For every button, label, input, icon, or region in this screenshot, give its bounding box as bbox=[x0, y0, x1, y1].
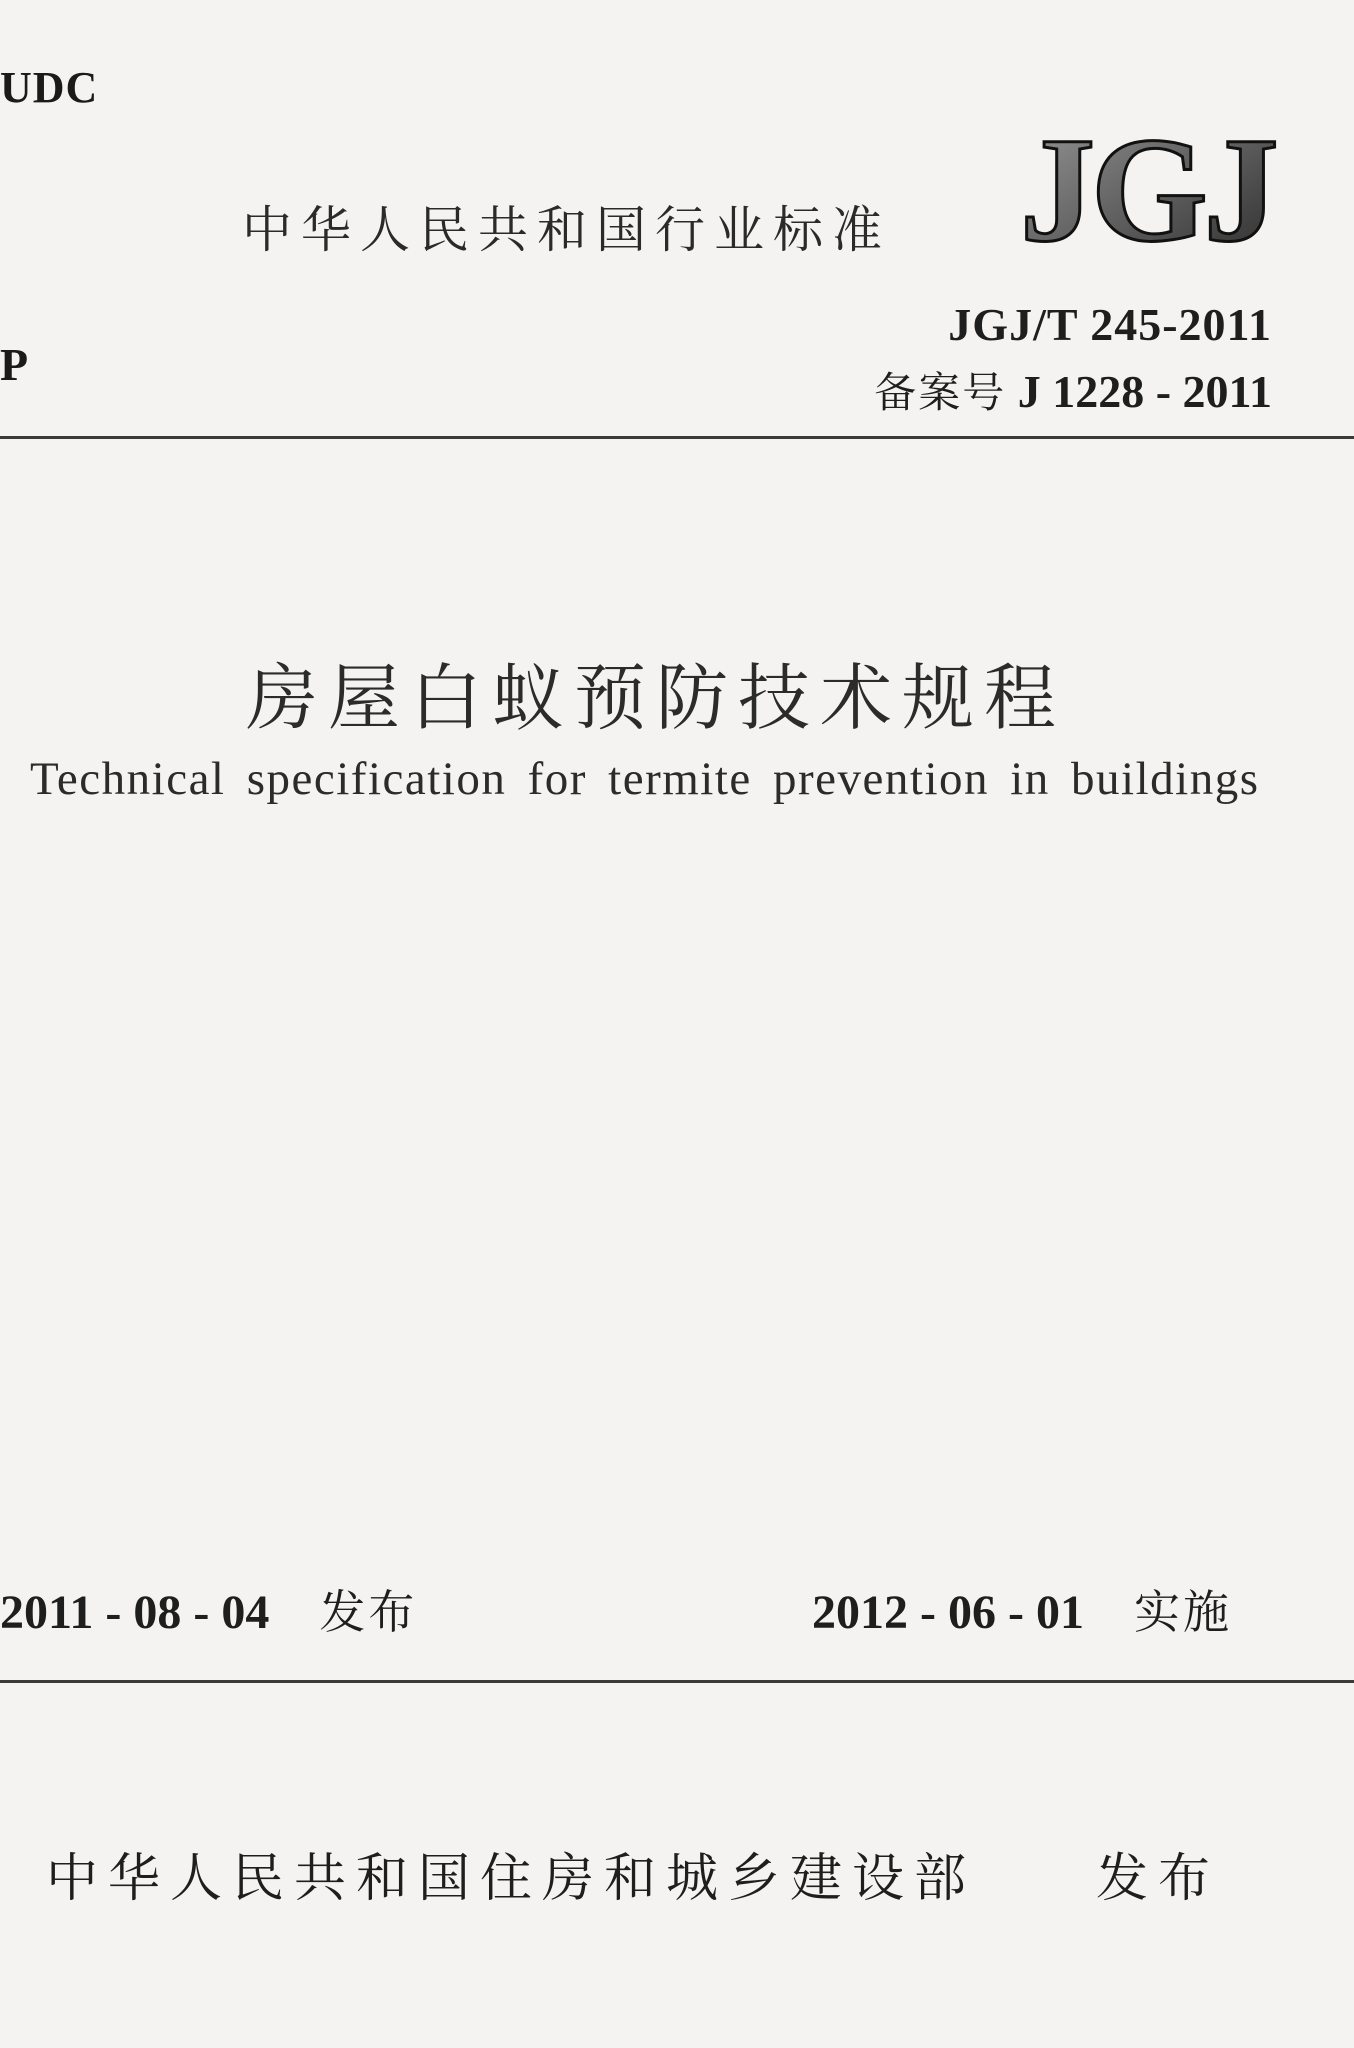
publisher-action: 发布 bbox=[1096, 1849, 1221, 1909]
standard-number: JGJ/T 245-2011 bbox=[948, 299, 1272, 350]
title-english: Technical specification for termite prevention in buildings bbox=[30, 753, 1260, 805]
jgj-logo bbox=[1010, 120, 1280, 260]
effective-date: 2012 - 06 - 01 bbox=[812, 1586, 1084, 1639]
header-divider bbox=[0, 436, 1354, 439]
effective-date-line bbox=[812, 1576, 1232, 1642]
filing-number: J 1228 - 2011 bbox=[1017, 366, 1272, 417]
footer-divider bbox=[0, 1680, 1354, 1683]
svg-text:JGJ: JGJ bbox=[1020, 120, 1275, 260]
classification-code: P bbox=[0, 339, 29, 390]
issued-label: 发布 bbox=[319, 1585, 418, 1639]
industry-standard-heading: 中华人民共和国行业标准 bbox=[242, 201, 891, 259]
filing-label: 备案号 bbox=[874, 368, 1007, 417]
effective-label: 实施 bbox=[1133, 1585, 1232, 1639]
udc-code: UDC bbox=[0, 63, 99, 112]
publisher-name: 中华人民共和国住房和城乡建设部 bbox=[46, 1849, 977, 1909]
issued-date: 2011 - 08 - 04 bbox=[0, 1586, 270, 1639]
title-chinese: 房屋白蚁预防技术规程 bbox=[246, 656, 1067, 740]
filing-number-line bbox=[874, 360, 1272, 420]
issued-date-line bbox=[0, 1576, 417, 1642]
